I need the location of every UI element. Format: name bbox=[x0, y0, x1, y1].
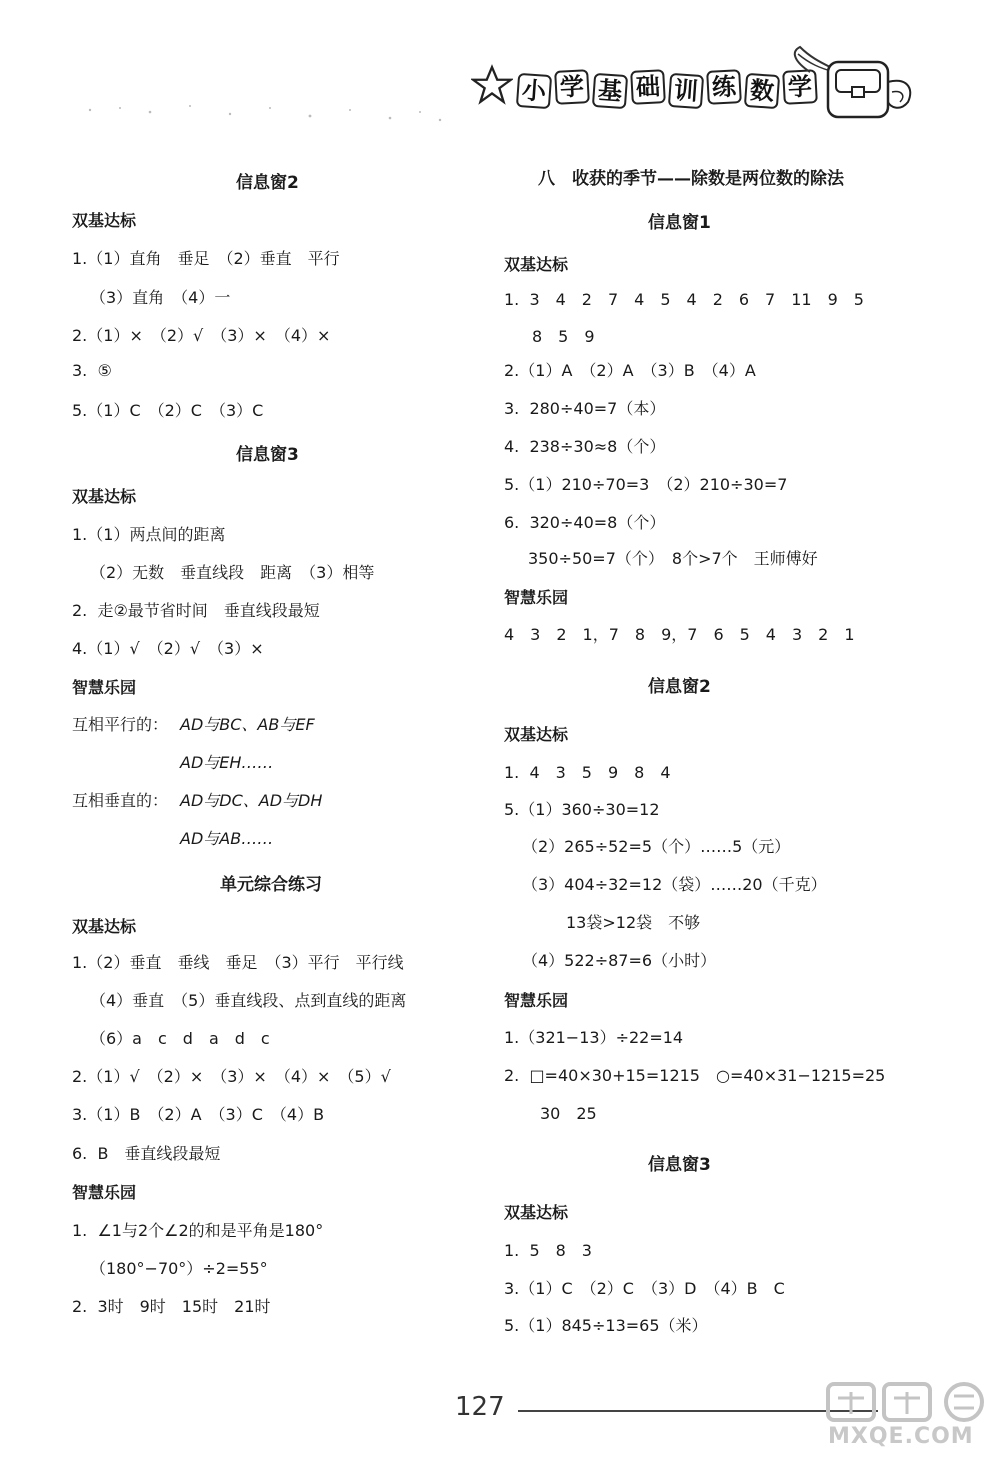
answer-line: 30 25 bbox=[540, 1104, 597, 1123]
title-char: 学 bbox=[782, 69, 818, 105]
answer-line: （4）垂直 （5）垂直线段、点到直线的距离 bbox=[90, 991, 407, 1010]
answer-line: 350÷50=7（个） 8个>7个 王师傅好 bbox=[528, 549, 818, 568]
answer-line: 1. ∠1与2个∠2的和是平角是180° bbox=[72, 1221, 324, 1240]
header-banner bbox=[455, 42, 925, 152]
section-subtitle: 智慧乐园 bbox=[72, 1183, 137, 1202]
answer-line: 4.（1）√ （2）√ （3）× bbox=[72, 639, 264, 658]
answer-line: 5.（1）360÷30=12 bbox=[504, 800, 660, 819]
section-subtitle: 双基达标 bbox=[72, 211, 137, 230]
section-subtitle: 双基达标 bbox=[504, 1203, 569, 1222]
answer-line: 8 5 9 bbox=[532, 327, 595, 346]
answer-line: 5.（1）210÷70=3 （2）210÷30=7 bbox=[504, 475, 788, 494]
answer-line: 1. 5 8 3 bbox=[504, 1241, 592, 1260]
answer-line: 3. 280÷40=7（本） bbox=[504, 399, 666, 418]
answer-line: （4）522÷87=6（小时） bbox=[522, 951, 717, 970]
answer-line: （3）404÷32=12（袋）……20（千克） bbox=[522, 875, 827, 894]
section-title: 单元综合练习 bbox=[220, 875, 322, 895]
answer-line: 1.（1）两点间的距离 bbox=[72, 525, 226, 544]
answer-line: 2.（1）√ （2）× （3）× （4）× （5）√ bbox=[72, 1067, 391, 1086]
answer-line: 2. 3时 9时 15时 21时 bbox=[72, 1297, 271, 1316]
title-char: 基 bbox=[592, 73, 628, 109]
answer-line: 4. 238÷30≈8（个） bbox=[504, 437, 666, 456]
answer-line: 2.（1）× （2）√ （3）× （4）× bbox=[72, 326, 331, 345]
answer-line: AD与EH…… bbox=[180, 753, 274, 772]
answer-line: 5.（1）C （2）C （3）C bbox=[72, 401, 264, 420]
answer-line: （2）265÷52=5（个）……5（元） bbox=[522, 837, 791, 856]
answer-line: 1.（2）垂直 垂线 垂足 （3）平行 平行线 bbox=[72, 953, 404, 972]
section-subtitle: 智慧乐园 bbox=[504, 588, 569, 607]
answer-line: AD与BC、AB与EF bbox=[180, 715, 315, 734]
title-char: 训 bbox=[668, 73, 704, 109]
answer-line: AD与AB…… bbox=[180, 829, 274, 848]
title-char: 练 bbox=[706, 69, 742, 105]
answer-line: 2. 走②最节省时间 垂直线段最短 bbox=[72, 601, 320, 620]
section-subtitle: 双基达标 bbox=[72, 917, 137, 936]
section-title: 信息窗2 bbox=[648, 677, 711, 697]
answer-line: 1. 4 3 5 9 8 4 bbox=[504, 763, 671, 782]
section-title: 信息窗3 bbox=[236, 445, 299, 465]
schoolbag-icon bbox=[790, 42, 920, 142]
answer-line: （2）无数 垂直线段 距离 （3）相等 bbox=[90, 563, 375, 582]
answer-line: 4 3 2 1，7 8 9，7 6 5 4 3 2 1 bbox=[504, 625, 855, 644]
watermark-text: MXQE.COM bbox=[828, 1424, 974, 1449]
answer-line: 3. ⑤ bbox=[72, 361, 112, 380]
answer-line: 2.（1）A （2）A （3）B （4）A bbox=[504, 361, 756, 380]
answer-line: （6）a c d a d c bbox=[90, 1029, 270, 1048]
answer-line: 1.（321−13）÷22=14 bbox=[504, 1028, 684, 1047]
title-char: 小 bbox=[516, 73, 552, 109]
section-subtitle: 双基达标 bbox=[504, 255, 569, 274]
answer-line: 2. □=40×30+15=1215 ○=40×31−1215=25 bbox=[504, 1066, 886, 1085]
watermark bbox=[818, 1378, 998, 1460]
section-subtitle: 智慧乐园 bbox=[72, 678, 137, 697]
section-subtitle: 智慧乐园 bbox=[504, 991, 569, 1010]
watermark-logo-icon bbox=[824, 1378, 994, 1424]
answer-line: 1.（1）直角 垂足 （2）垂直 平行 bbox=[72, 249, 340, 268]
section-title: 信息窗3 bbox=[648, 1155, 711, 1175]
title-char: 学 bbox=[554, 69, 590, 105]
section-title: 信息窗1 bbox=[648, 213, 711, 233]
chapter-title: 八 收获的季节——除数是两位数的除法 bbox=[538, 169, 844, 189]
section-subtitle: 双基达标 bbox=[504, 725, 569, 744]
answer-line: 3.（1）B （2）A （3）C （4）B bbox=[72, 1105, 325, 1124]
star-icon bbox=[471, 64, 513, 106]
header-decoration bbox=[80, 70, 460, 130]
answer-line: 13袋>12袋 不够 bbox=[566, 913, 701, 932]
answer-line: 6. 320÷40=8（个） bbox=[504, 513, 666, 532]
title-char: 础 bbox=[630, 69, 666, 105]
answer-line: 互相垂直的： bbox=[72, 791, 169, 810]
answer-line: 1. 3 4 2 7 4 5 4 2 6 7 11 9 5 bbox=[504, 290, 864, 309]
answer-line: 互相平行的： bbox=[72, 715, 169, 734]
page-number: 127 bbox=[455, 1392, 505, 1422]
answer-line: AD与DC、AD与DH bbox=[180, 791, 323, 810]
answer-line: （3）直角 （4）一 bbox=[90, 288, 231, 307]
title-char: 数 bbox=[744, 73, 780, 109]
book-title bbox=[517, 70, 817, 108]
answer-line: （180°−70°）÷2=55° bbox=[90, 1259, 268, 1278]
section-subtitle: 双基达标 bbox=[72, 487, 137, 506]
answer-line: 3.（1）C （2）C （3）D （4）B C bbox=[504, 1279, 785, 1298]
section-title: 信息窗2 bbox=[236, 173, 299, 193]
answer-line: 5.（1）845÷13=65（米） bbox=[504, 1316, 708, 1335]
answer-line: 6. B 垂直线段最短 bbox=[72, 1144, 221, 1163]
